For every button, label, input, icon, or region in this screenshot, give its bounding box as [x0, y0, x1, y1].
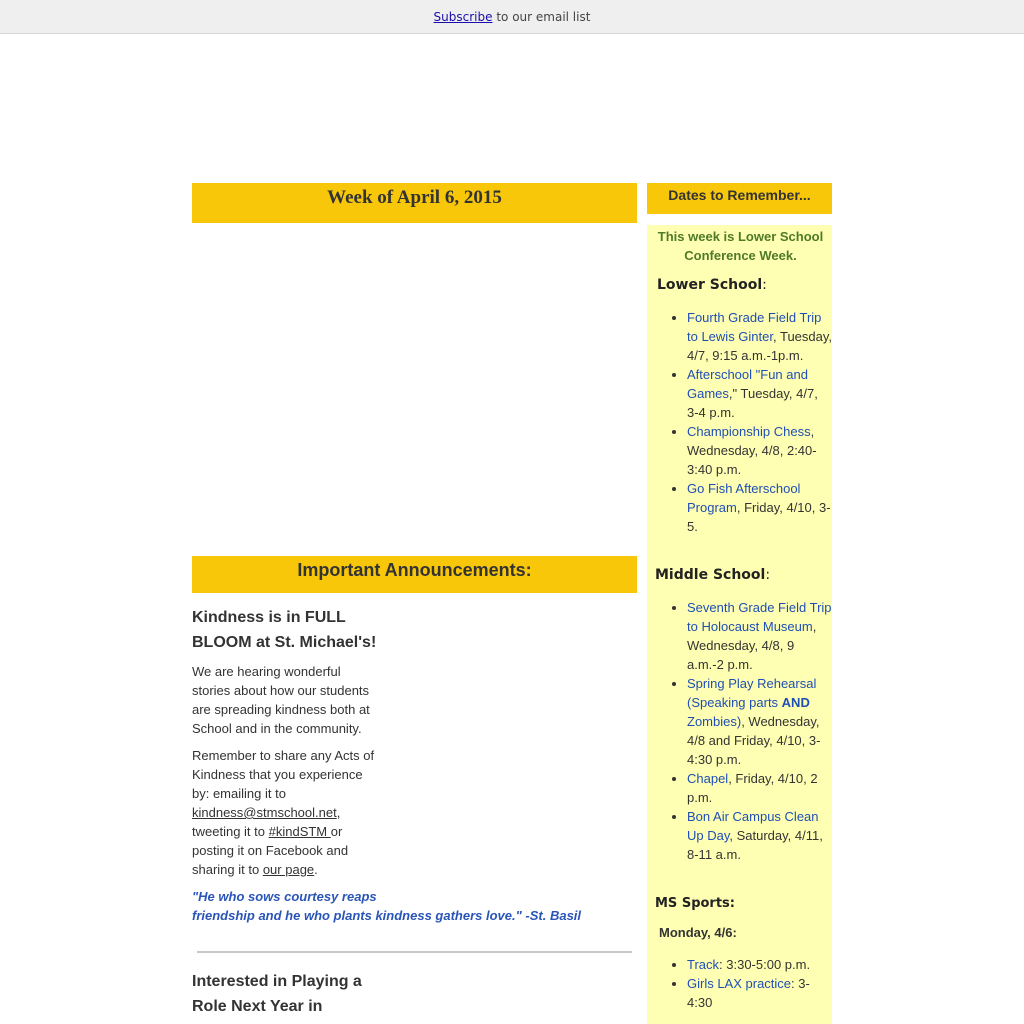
event-detail: : 3:30-5:00 p.m.	[719, 957, 811, 972]
list-item	[687, 598, 832, 674]
event-link[interactable]: Track	[687, 957, 720, 972]
list-item	[687, 974, 832, 1012]
event-link[interactable]: Afterschool "Fun and Games	[687, 367, 808, 401]
event-detail: : 3-4:30	[687, 976, 810, 1010]
share-text: , tweeting it to	[192, 805, 341, 839]
share-text: .	[314, 862, 318, 877]
facebook-page-link[interactable]: our page	[262, 862, 315, 877]
article-paragraph: We are hearing wonderful stories about how our students are spreading kindness both at School and in the community.	[192, 664, 370, 736]
section-divider	[197, 951, 632, 953]
middle-school-heading: Middle School:	[655, 567, 771, 583]
list-item	[687, 422, 832, 479]
event-detail: , Wednesday, 4/8 and Friday, 4/10, 3-4:30 p.m.	[687, 714, 821, 767]
conference-week-note: This week is Lower School Conference Week.	[657, 229, 824, 263]
dates-sidebar	[647, 183, 832, 1024]
event-link[interactable]: Girls LAX practice	[687, 976, 792, 991]
lower-school-events	[655, 308, 832, 536]
event-link[interactable]: Spring Play Rehearsal (Speaking parts AND Zombies)	[687, 676, 817, 729]
list-item	[687, 365, 832, 422]
event-detail: , Tuesday, 4/7, 9:15 a.m.-1p.m.	[687, 329, 833, 363]
article-paragraph-share	[192, 746, 382, 879]
subscribe-bar-text: to our email list	[496, 10, 591, 24]
list-item	[687, 769, 832, 807]
subscribe-link[interactable]: Subscribe	[433, 10, 493, 24]
announcements-title: Important Announcements:	[192, 556, 637, 593]
ms-sports-heading: MS Sports:	[655, 896, 735, 911]
dates-heading: Dates to Remember...	[647, 183, 832, 214]
ms-sports-events	[655, 955, 832, 1012]
event-detail: , Friday, 4/10, 3-5.	[687, 500, 831, 534]
event-link[interactable]: Bon Air Campus Clean Up Day	[687, 809, 819, 843]
kindness-email-link[interactable]: kindness@stmschool.net	[192, 805, 337, 820]
week-title: Week of April 6, 2015	[192, 183, 637, 223]
lower-school-heading: Lower School:	[657, 277, 767, 293]
list-item	[687, 674, 832, 769]
event-detail: ," Tuesday, 4/7, 3-4 p.m.	[687, 386, 818, 420]
dates-body	[647, 225, 832, 1024]
main-column	[192, 183, 637, 1019]
list-item	[687, 479, 832, 536]
article-title-role: Interested in Playing a Role Next Year in	[192, 973, 362, 1015]
event-link[interactable]: Fourth Grade Field Trip to Lewis Ginter	[687, 310, 822, 344]
list-item	[687, 807, 832, 864]
quote-line: "He who sows courtesy reaps	[192, 889, 377, 904]
article-title-kindness: Kindness is in FULL BLOOM at St. Michael's!	[192, 609, 377, 651]
event-detail: , Wednesday, 4/8, 2:40-3:40 p.m.	[687, 424, 817, 477]
subscribe-bar	[0, 0, 1024, 34]
event-link[interactable]: Go Fish Afterschool Program	[687, 481, 801, 515]
list-item	[687, 308, 832, 365]
hashtag-link[interactable]: #kindSTM	[268, 824, 331, 839]
event-detail: , Friday, 4/10, 2 p.m.	[687, 771, 818, 805]
event-detail: , Wednesday, 4/8, 9 a.m.-2 p.m.	[687, 619, 817, 672]
list-item	[687, 955, 832, 974]
share-text: Remember to share any Acts of Kindness that you experience by: emailing it to	[192, 748, 375, 801]
quote-line: friendship and he who plants kindness gathers love." -St. Basil	[192, 908, 582, 923]
event-link[interactable]: Seventh Grade Field Trip to Holocaust Museum	[687, 600, 832, 634]
event-detail: , Saturday, 4/11, 8-11 a.m.	[687, 828, 823, 862]
sports-day-heading: Monday, 4/6:	[659, 925, 737, 940]
share-text: or posting it on Facebook and sharing it to	[192, 824, 349, 877]
event-link[interactable]: Chapel	[687, 771, 729, 786]
st-basil-quote	[192, 887, 637, 925]
middle-school-events	[655, 598, 832, 864]
event-link[interactable]: Championship Chess	[687, 424, 811, 439]
